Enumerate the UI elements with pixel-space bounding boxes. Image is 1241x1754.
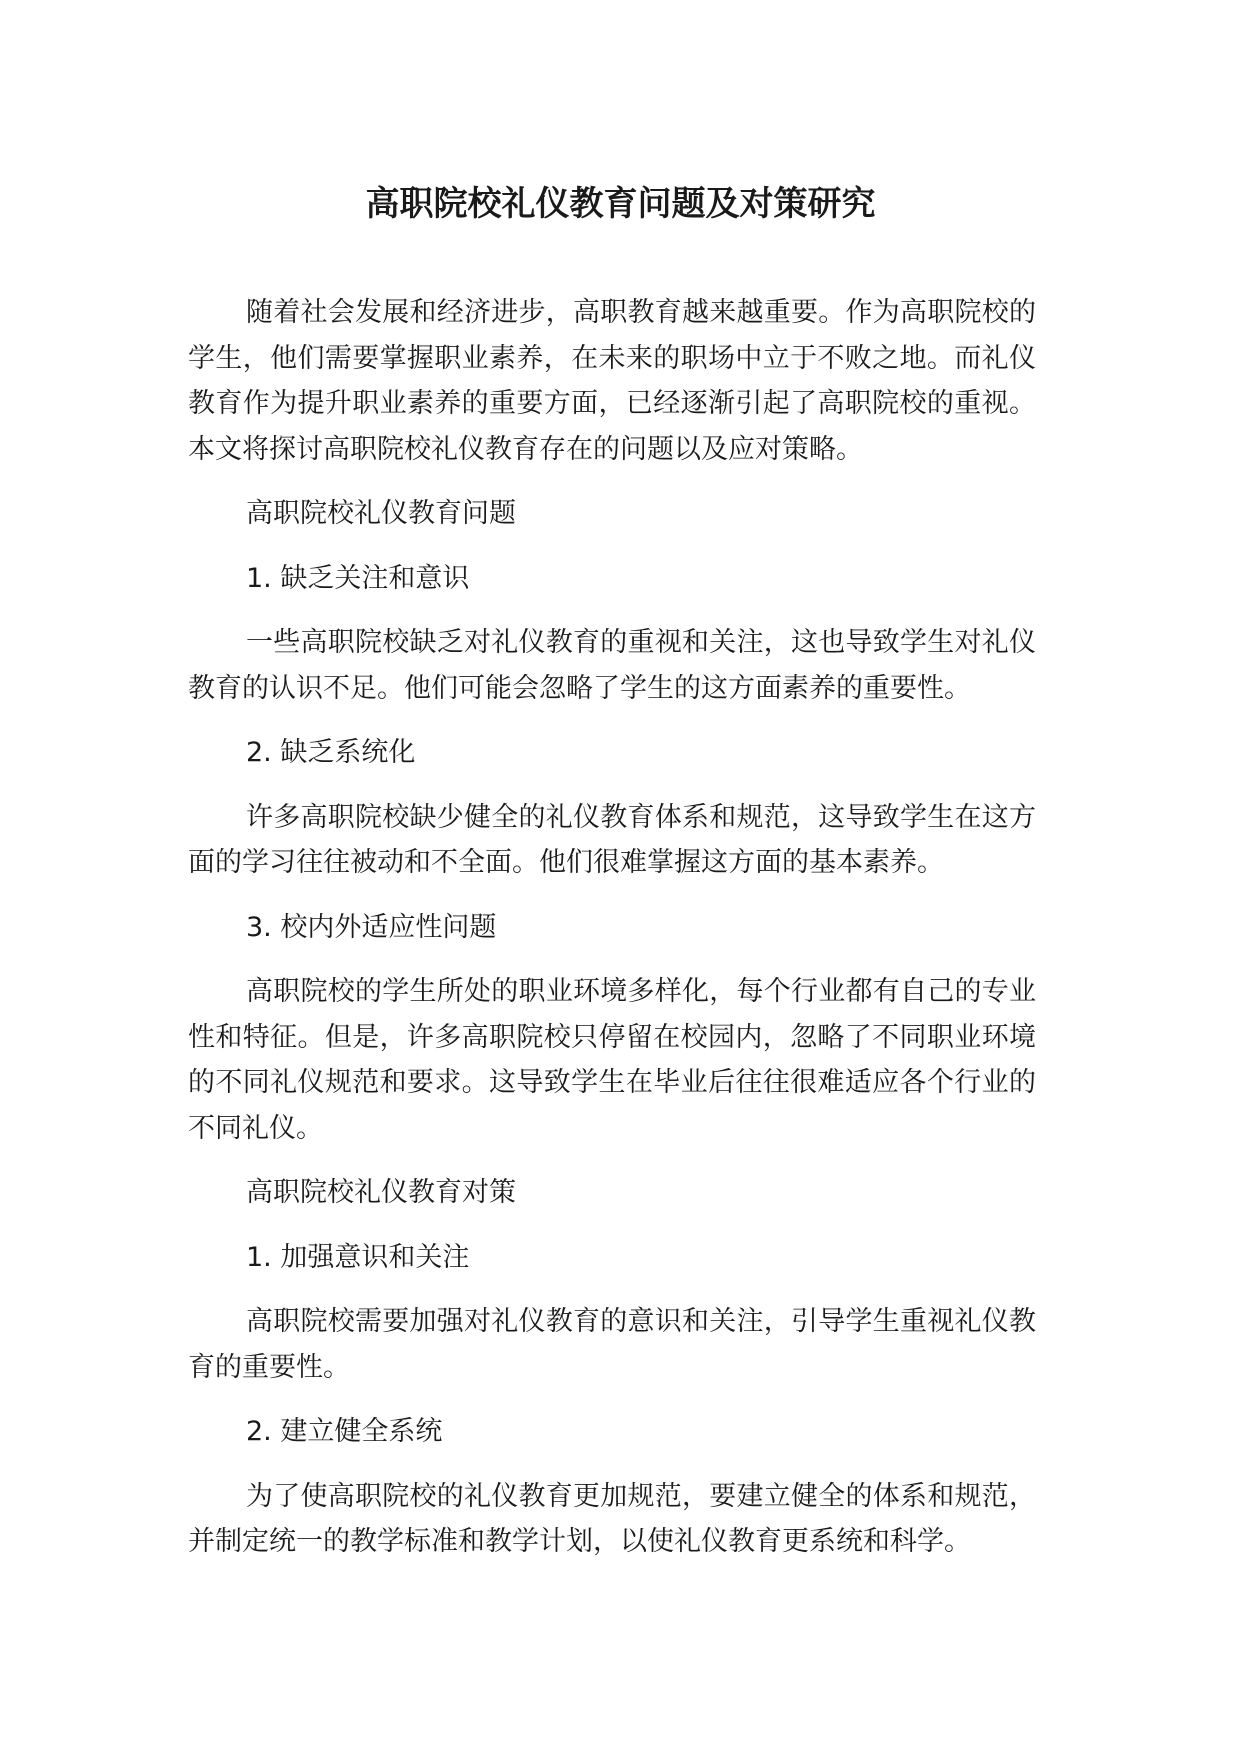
subheading-problem-2: 2. 缺乏系统化 [246, 737, 416, 768]
document-body [188, 290, 1036, 1584]
paragraph-strategy-1: 高职院校需要加强对礼仪教育的意识和关注，引导学生重视礼仪教育的重要性。 [188, 1306, 1036, 1383]
paragraph-problem-3: 高职院校的学生所处的职业环境多样化，每个行业都有自己的专业性和特征。但是，许多高职院校只停留在校园内，忽略了不同职业环境的不同礼仪规范和要求。这导致学生在毕业后往往很难适应各个行业的不同礼仪。 [188, 976, 1036, 1144]
subheading-problem-3: 3. 校内外适应性问题 [246, 911, 497, 943]
subheading-strategy-2: 2. 建立健全系统 [246, 1416, 443, 1447]
subheading-problem-1: 1. 缺乏关注和意识 [246, 562, 470, 594]
subheading-strategy-1: 1. 加强意识和关注 [246, 1241, 470, 1273]
paragraph-strategy-2: 为了使高职院校的礼仪教育更加规范，要建立健全的体系和规范，并制定统一的教学标准和教学计划，以使礼仪教育更系统和科学。 [188, 1480, 1036, 1557]
section-heading-problems: 高职院校礼仪教育问题 [246, 498, 516, 529]
paragraph-problem-1: 一些高职院校缺乏对礼仪教育的重视和关注，这也导致学生对礼仪教育的认识不足。他们可能会忽略了学生的这方面素养的重要性。 [188, 627, 1036, 704]
section-heading-strategies: 高职院校礼仪教育对策 [246, 1177, 516, 1208]
intro-paragraph: 随着社会发展和经济进步，高职教育越来越重要。作为高职院校的学生，他们需要掌握职业素养，在未来的职场中立于不败之地。而礼仪教育作为提升职业素养的重要方面，已经逐渐引起了高职院校的重视。本文将探讨高职院校礼仪教育存在的问题以及应对策略。 [188, 297, 1036, 465]
document-title: 高职院校礼仪教育问题及对策研究 [365, 184, 876, 224]
paragraph-problem-2: 许多高职院校缺少健全的礼仪教育体系和规范，这导致学生在这方面的学习往往被动和不全面。他们很难掌握这方面的基本素养。 [188, 801, 1036, 878]
